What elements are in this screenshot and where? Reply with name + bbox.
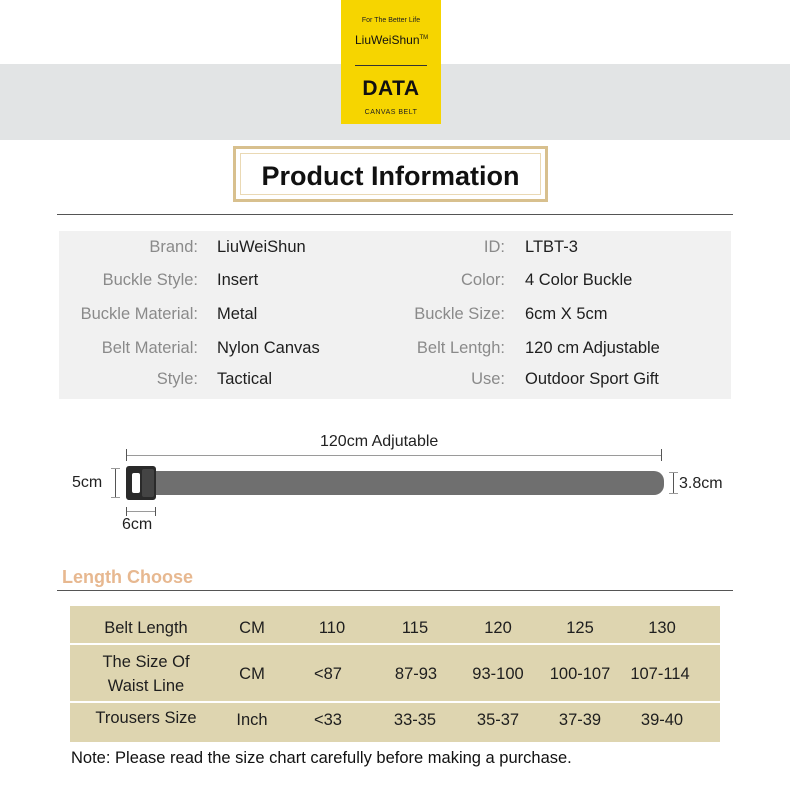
length-dimension-label: 120cm Adjutable xyxy=(320,433,439,450)
buckle-height-label: 5cm xyxy=(72,474,103,491)
color-label: Color: xyxy=(460,271,505,289)
belt-tip xyxy=(650,471,664,495)
table-row-unit: CM xyxy=(239,665,265,683)
length-tick-right xyxy=(661,449,662,461)
table-row-label-line1: The Size Of xyxy=(102,653,190,671)
id-value: LTBT-3 xyxy=(525,238,578,256)
length-choose-title: Length Choose xyxy=(62,567,193,587)
logo-subtitle: CANVAS BELT xyxy=(364,109,418,116)
table-cell: 107-114 xyxy=(630,665,690,683)
strap-width-line xyxy=(673,472,674,494)
table-cell: <87 xyxy=(314,665,342,683)
table-cell: 35-37 xyxy=(476,711,520,729)
table-row-label: Belt Length xyxy=(104,619,188,637)
buckle-height-line xyxy=(115,468,116,498)
table-cell: 87-93 xyxy=(394,665,438,683)
belt-length-label: Belt Lentgh: xyxy=(416,339,505,357)
id-label: ID: xyxy=(483,238,505,256)
belt-material-label: Belt Material: xyxy=(101,339,198,357)
buckle-material-label: Buckle Material: xyxy=(80,305,198,323)
table-cell: 115 xyxy=(401,619,429,637)
buckle-size-label: Buckle Size: xyxy=(414,305,505,323)
table-row-divider xyxy=(70,643,720,645)
product-info-table xyxy=(59,231,731,399)
buckle-width-line xyxy=(126,511,156,512)
brand-value: LiuWeiShun xyxy=(217,238,306,256)
product-info-heading xyxy=(233,146,548,202)
table-cell: 93-100 xyxy=(472,665,524,683)
use-value: Outdoor Sport Gift xyxy=(525,370,659,388)
table-cell: 110 xyxy=(318,619,346,637)
heading-text: Product Information xyxy=(261,161,520,191)
belt-material-value: Nylon Canvas xyxy=(217,339,320,357)
buckle-style-label: Buckle Style: xyxy=(102,271,198,289)
style-value: Tactical xyxy=(217,370,273,388)
table-row-divider xyxy=(70,701,720,703)
table-cell: 37-39 xyxy=(558,711,602,729)
table-cell: 33-35 xyxy=(393,711,437,729)
table-cell: 120 xyxy=(484,619,512,637)
table-row-unit: CM xyxy=(239,619,265,637)
belt-length-value: 120 cm Adjustable xyxy=(525,339,660,357)
brand-label: Brand: xyxy=(149,238,198,256)
trademark-mark: TM xyxy=(419,35,429,41)
table-cell: 125 xyxy=(566,619,594,637)
table-row-label: Trousers Size xyxy=(95,709,197,727)
table-cell: 130 xyxy=(648,619,676,637)
size-table xyxy=(70,606,720,742)
length-tick-left xyxy=(126,449,127,461)
length-dimension-line xyxy=(126,455,662,456)
belt-strap xyxy=(150,471,650,495)
table-cell: 39-40 xyxy=(640,711,684,729)
logo-brand: LiuWeiShun™ xyxy=(355,33,429,47)
color-value: 4 Color Buckle xyxy=(525,271,633,289)
brand-logo xyxy=(341,0,441,124)
buckle-style-value: Insert xyxy=(217,271,259,289)
table-cell: 100-107 xyxy=(549,665,611,683)
table-cell: <33 xyxy=(314,711,342,729)
buckle-material-value: Metal xyxy=(217,305,258,323)
strap-width-label: 3.8cm xyxy=(679,475,723,492)
heading-divider xyxy=(57,214,733,215)
size-note: Note: Please read the size chart carefully before making a purchase. xyxy=(71,749,572,767)
use-label: Use: xyxy=(471,370,505,388)
buckle-size-value: 6cm X 5cm xyxy=(525,305,608,323)
length-choose-divider xyxy=(57,590,733,591)
belt-buckle-icon xyxy=(126,466,156,500)
logo-tagline: For The Better Life xyxy=(361,17,421,24)
table-row-label-line2: Waist Line xyxy=(107,677,185,695)
logo-title: DATA xyxy=(362,77,420,100)
buckle-width-label: 6cm xyxy=(122,516,153,533)
style-label: Style: xyxy=(156,370,198,388)
table-row-unit: Inch xyxy=(236,711,268,729)
logo-divider xyxy=(355,65,427,66)
